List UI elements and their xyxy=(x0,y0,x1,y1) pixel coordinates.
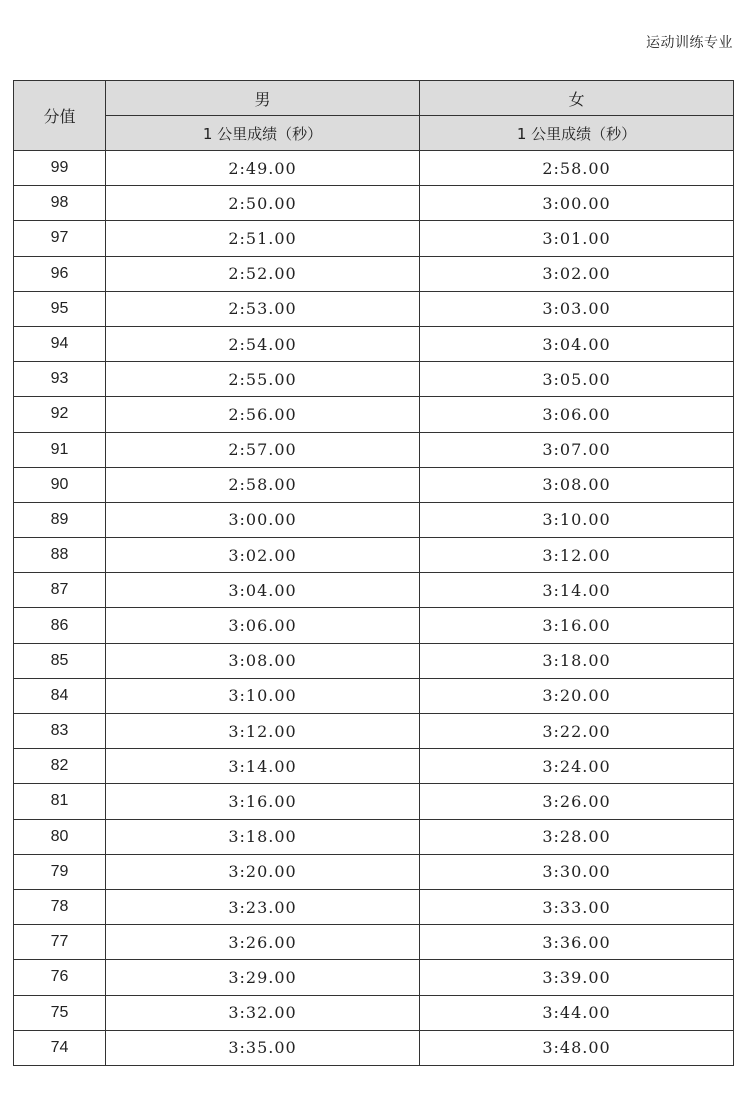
male-time-cell: 2:50.00 xyxy=(106,186,420,221)
score-cell: 94 xyxy=(14,326,106,361)
table-row xyxy=(14,467,734,502)
score-cell: 90 xyxy=(14,467,106,502)
female-time-cell: 3:26.00 xyxy=(420,784,734,819)
score-cell: 83 xyxy=(14,714,106,749)
male-time-cell: 2:58.00 xyxy=(106,467,420,502)
table-row xyxy=(14,714,734,749)
table-row xyxy=(14,151,734,186)
female-time-cell: 3:06.00 xyxy=(420,397,734,432)
score-cell: 97 xyxy=(14,221,106,256)
table-row xyxy=(14,397,734,432)
female-time-cell: 3:03.00 xyxy=(420,291,734,326)
female-time-cell: 3:08.00 xyxy=(420,467,734,502)
female-time-cell: 3:14.00 xyxy=(420,573,734,608)
male-time-cell: 3:06.00 xyxy=(106,608,420,643)
table-row xyxy=(14,925,734,960)
table-body xyxy=(14,151,734,1066)
score-cell: 92 xyxy=(14,397,106,432)
female-time-cell: 3:04.00 xyxy=(420,326,734,361)
female-time-cell: 3:22.00 xyxy=(420,714,734,749)
table-row xyxy=(14,889,734,924)
score-cell: 74 xyxy=(14,1030,106,1065)
score-cell: 75 xyxy=(14,995,106,1030)
score-cell: 87 xyxy=(14,573,106,608)
female-time-cell: 3:07.00 xyxy=(420,432,734,467)
male-time-cell: 2:57.00 xyxy=(106,432,420,467)
male-time-cell: 3:18.00 xyxy=(106,819,420,854)
male-time-cell: 3:10.00 xyxy=(106,678,420,713)
score-cell: 89 xyxy=(14,502,106,537)
table-row xyxy=(14,608,734,643)
score-cell: 95 xyxy=(14,291,106,326)
female-time-cell: 3:16.00 xyxy=(420,608,734,643)
male-time-cell: 3:14.00 xyxy=(106,749,420,784)
table-row xyxy=(14,186,734,221)
male-time-cell: 3:35.00 xyxy=(106,1030,420,1065)
table-header xyxy=(14,81,734,151)
table-row xyxy=(14,256,734,291)
table-row xyxy=(14,854,734,889)
table-row xyxy=(14,819,734,854)
score-cell: 82 xyxy=(14,749,106,784)
male-time-cell: 2:55.00 xyxy=(106,362,420,397)
female-time-cell: 3:12.00 xyxy=(420,538,734,573)
female-time-cell: 2:58.00 xyxy=(420,151,734,186)
female-subheader: 1 公里成绩（秒） xyxy=(420,116,734,151)
male-column-header: 男 xyxy=(106,81,420,116)
male-time-cell: 3:08.00 xyxy=(106,643,420,678)
male-time-cell: 2:52.00 xyxy=(106,256,420,291)
male-time-cell: 3:26.00 xyxy=(106,925,420,960)
male-subheader: 1 公里成绩（秒） xyxy=(106,116,420,151)
female-time-cell: 3:18.00 xyxy=(420,643,734,678)
table-row xyxy=(14,995,734,1030)
score-cell: 91 xyxy=(14,432,106,467)
male-time-cell: 2:51.00 xyxy=(106,221,420,256)
female-time-cell: 3:44.00 xyxy=(420,995,734,1030)
table-row xyxy=(14,538,734,573)
score-cell: 77 xyxy=(14,925,106,960)
male-time-cell: 2:49.00 xyxy=(106,151,420,186)
female-column-header: 女 xyxy=(420,81,734,116)
table-row xyxy=(14,678,734,713)
score-cell: 85 xyxy=(14,643,106,678)
male-time-cell: 2:56.00 xyxy=(106,397,420,432)
score-cell: 96 xyxy=(14,256,106,291)
score-cell: 98 xyxy=(14,186,106,221)
table-row xyxy=(14,1030,734,1065)
female-time-cell: 3:20.00 xyxy=(420,678,734,713)
male-time-cell: 3:12.00 xyxy=(106,714,420,749)
table-row xyxy=(14,784,734,819)
score-cell: 86 xyxy=(14,608,106,643)
score-cell: 93 xyxy=(14,362,106,397)
score-cell: 84 xyxy=(14,678,106,713)
table-row xyxy=(14,960,734,995)
score-cell: 78 xyxy=(14,889,106,924)
table-row xyxy=(14,362,734,397)
page-header-title: 运动训练专业 xyxy=(646,35,733,51)
female-time-cell: 3:02.00 xyxy=(420,256,734,291)
score-table xyxy=(13,80,734,1066)
male-time-cell: 3:02.00 xyxy=(106,538,420,573)
table-row xyxy=(14,326,734,361)
female-time-cell: 3:28.00 xyxy=(420,819,734,854)
female-time-cell: 3:00.00 xyxy=(420,186,734,221)
male-time-cell: 3:29.00 xyxy=(106,960,420,995)
score-cell: 79 xyxy=(14,854,106,889)
female-time-cell: 3:48.00 xyxy=(420,1030,734,1065)
score-cell: 99 xyxy=(14,151,106,186)
female-time-cell: 3:05.00 xyxy=(420,362,734,397)
male-time-cell: 2:53.00 xyxy=(106,291,420,326)
male-time-cell: 2:54.00 xyxy=(106,326,420,361)
female-time-cell: 3:10.00 xyxy=(420,502,734,537)
male-time-cell: 3:23.00 xyxy=(106,889,420,924)
male-time-cell: 3:04.00 xyxy=(106,573,420,608)
female-time-cell: 3:24.00 xyxy=(420,749,734,784)
female-time-cell: 3:39.00 xyxy=(420,960,734,995)
female-time-cell: 3:33.00 xyxy=(420,889,734,924)
male-time-cell: 3:00.00 xyxy=(106,502,420,537)
score-cell: 81 xyxy=(14,784,106,819)
male-time-cell: 3:20.00 xyxy=(106,854,420,889)
female-time-cell: 3:01.00 xyxy=(420,221,734,256)
female-time-cell: 3:36.00 xyxy=(420,925,734,960)
female-time-cell: 3:30.00 xyxy=(420,854,734,889)
table-row xyxy=(14,643,734,678)
table-row xyxy=(14,502,734,537)
table-row xyxy=(14,291,734,326)
male-time-cell: 3:16.00 xyxy=(106,784,420,819)
score-cell: 88 xyxy=(14,538,106,573)
male-time-cell: 3:32.00 xyxy=(106,995,420,1030)
table-row xyxy=(14,573,734,608)
table-row xyxy=(14,749,734,784)
score-cell: 80 xyxy=(14,819,106,854)
score-column-header: 分值 xyxy=(14,81,106,151)
table-row xyxy=(14,432,734,467)
table-row xyxy=(14,221,734,256)
score-cell: 76 xyxy=(14,960,106,995)
